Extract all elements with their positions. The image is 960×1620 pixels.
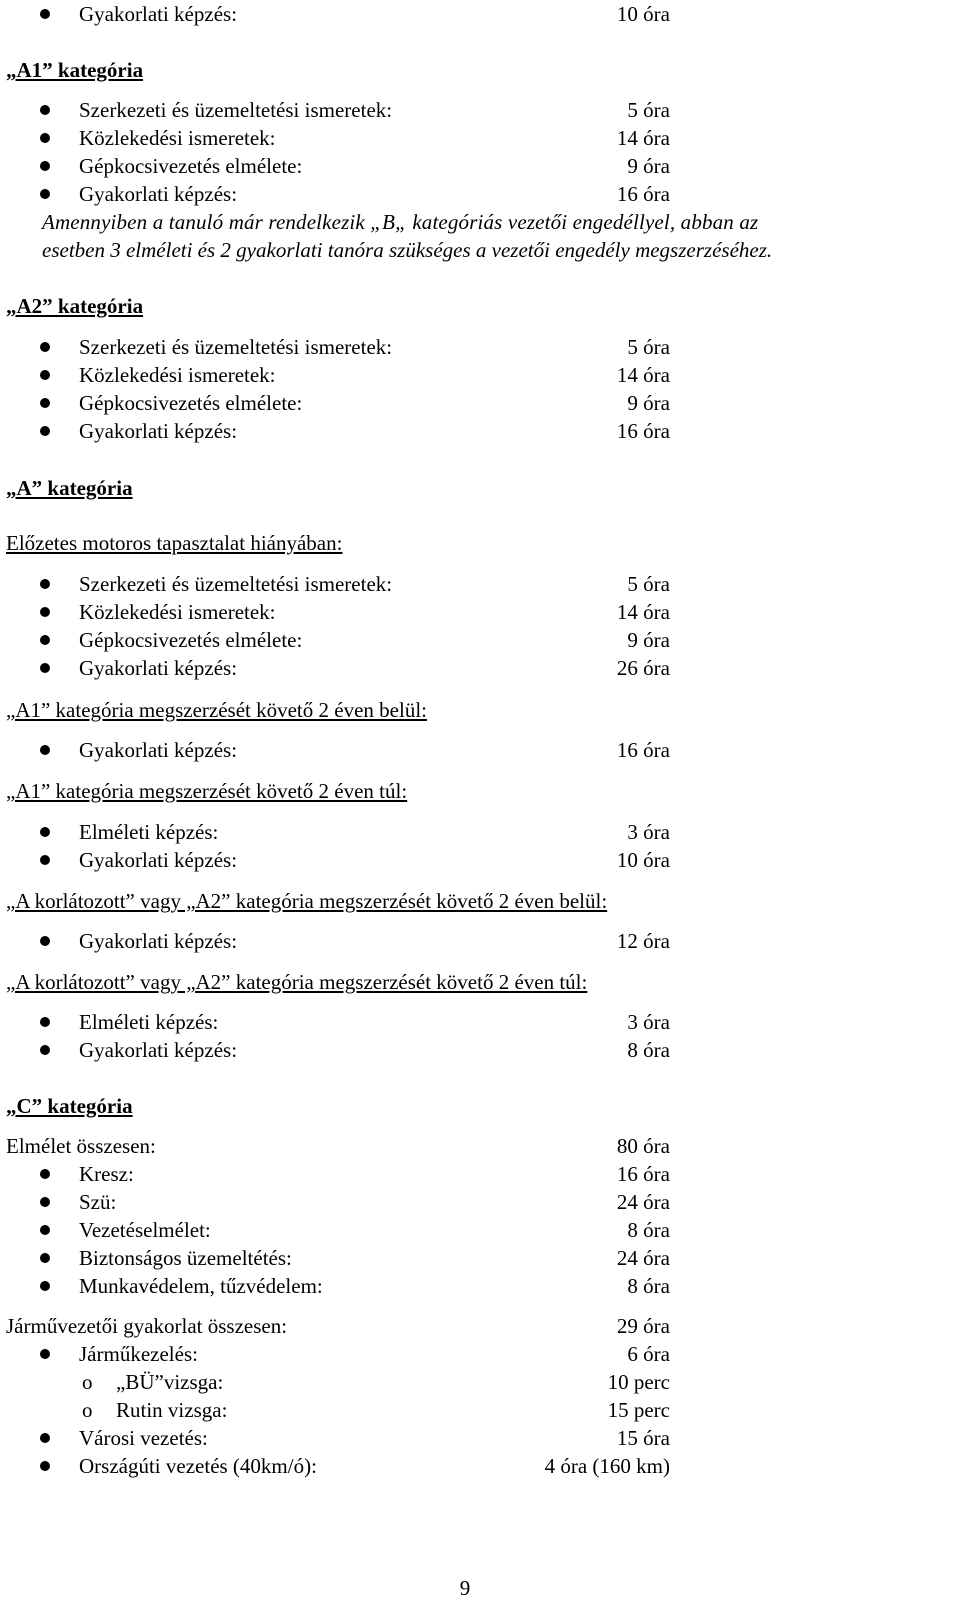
bullet-icon — [40, 855, 50, 865]
list-item — [0, 846, 960, 874]
item-value: 5 óra — [627, 572, 670, 596]
bullet-icon — [40, 342, 50, 352]
item-value: 14 óra — [616, 126, 670, 150]
item-label: Munkavédelem, tűzvédelem: — [79, 1274, 323, 1298]
item-value: 3 óra — [627, 1010, 670, 1034]
item-label: Rutin vizsga: — [116, 1398, 228, 1422]
item-label: Közlekedési ismeretek: — [79, 126, 276, 150]
bullet-icon — [40, 1349, 50, 1359]
item-value: 12 óra — [616, 929, 670, 953]
bullet-icon — [40, 1461, 50, 1471]
total-row — [0, 1312, 960, 1340]
item-value: 9 óra — [627, 391, 670, 415]
item-label: Elméleti képzés: — [79, 1010, 219, 1034]
list-item — [0, 1036, 960, 1064]
item-label: Városi vezetés: — [79, 1426, 208, 1450]
item-value: 16 óra — [616, 738, 670, 762]
item-value: 5 óra — [627, 98, 670, 122]
list-item — [0, 0, 960, 28]
item-label: Gyakorlati képzés: — [79, 182, 238, 206]
item-label: Gépkocsivezetés elmélete: — [79, 391, 303, 415]
bullet-icon — [40, 1169, 50, 1179]
list-item — [0, 1452, 960, 1480]
bullet-icon — [40, 1281, 50, 1291]
list-item — [0, 818, 960, 846]
item-label: Gyakorlati képzés: — [79, 2, 238, 26]
list-item — [0, 389, 960, 417]
item-value: 9 óra — [627, 154, 670, 178]
bullet-icon — [40, 370, 50, 380]
bullet-icon — [40, 745, 50, 755]
list-item — [0, 1160, 960, 1188]
item-value: 9 óra — [627, 628, 670, 652]
item-label: Gyakorlati képzés: — [79, 1038, 238, 1062]
item-label: Szerkezeti és üzemeltetési ismeretek: — [79, 572, 393, 596]
bullet-icon — [40, 579, 50, 589]
bullet-icon — [40, 1253, 50, 1263]
list-item — [0, 654, 960, 682]
item-value: 15 perc — [607, 1398, 670, 1422]
item-label: Biztonságos üzemeltétés: — [79, 1246, 292, 1270]
item-label: Közlekedési ismeretek: — [79, 363, 276, 387]
bullet-icon — [40, 936, 50, 946]
bullet-icon — [40, 607, 50, 617]
item-value: 14 óra — [616, 600, 670, 624]
list-item — [0, 1008, 960, 1036]
item-value: 14 óra — [616, 363, 670, 387]
note-text: Amennyiben a tanuló már rendelkezik „B„ kategóriás vezetői engedéllyel, abban az — [42, 210, 759, 234]
item-label: Gyakorlati képzés: — [79, 848, 238, 872]
list-item — [0, 417, 960, 445]
item-label: Járműkezelés: — [79, 1342, 198, 1366]
bullet-icon — [40, 189, 50, 199]
item-value: 5 óra — [627, 335, 670, 359]
bullet-icon — [40, 635, 50, 645]
bullet-icon — [40, 9, 50, 19]
list-item — [0, 1216, 960, 1244]
list-item — [0, 96, 960, 124]
item-value: 16 óra — [616, 182, 670, 206]
total-label: Járművezetői gyakorlat összesen: — [6, 1314, 288, 1338]
circle-bullet-icon: o — [82, 1370, 93, 1394]
bullet-icon — [40, 426, 50, 436]
item-value: 16 óra — [616, 1162, 670, 1186]
bullet-icon — [40, 663, 50, 673]
bullet-icon — [40, 398, 50, 408]
item-label: Elméleti képzés: — [79, 820, 219, 844]
item-value: 10 óra — [616, 2, 670, 26]
heading-text: „C” kategória — [6, 1094, 133, 1118]
subheading-text: „A1” kategória megszerzését követő 2 éven túl: — [6, 779, 408, 803]
total-value: 80 óra — [616, 1134, 670, 1158]
list-item — [0, 333, 960, 361]
heading-text: „A” kategória — [6, 476, 133, 500]
item-label: Gyakorlati képzés: — [79, 738, 238, 762]
list-item — [0, 1424, 960, 1452]
item-value: 24 óra — [616, 1246, 670, 1270]
subheading-text: Előzetes motoros tapasztalat hiányában: — [6, 531, 343, 555]
bullet-icon — [40, 1197, 50, 1207]
item-label: Gyakorlati képzés: — [79, 656, 238, 680]
item-value: 16 óra — [616, 419, 670, 443]
sub-list-item — [0, 1368, 960, 1396]
item-label: Kresz: — [79, 1162, 134, 1186]
item-value: 24 óra — [616, 1190, 670, 1214]
item-value: 8 óra — [627, 1038, 670, 1062]
item-value: 26 óra — [616, 656, 670, 680]
list-item — [0, 152, 960, 180]
circle-bullet-icon: o — [82, 1398, 93, 1422]
list-item — [0, 626, 960, 654]
list-item — [0, 1340, 960, 1368]
item-label: Gyakorlati képzés: — [79, 419, 238, 443]
item-value: 6 óra — [627, 1342, 670, 1366]
bullet-icon — [40, 1045, 50, 1055]
list-item — [0, 927, 960, 955]
total-label: Elmélet összesen: — [6, 1134, 156, 1158]
bullet-icon — [40, 105, 50, 115]
item-label: Közlekedési ismeretek: — [79, 600, 276, 624]
item-value: 4 óra (160 km) — [544, 1454, 670, 1478]
total-row — [0, 1132, 960, 1160]
item-value: 8 óra — [627, 1274, 670, 1298]
list-item — [0, 180, 960, 208]
item-label: „BÜ”vizsga: — [116, 1370, 224, 1394]
item-label: Országúti vezetés (40km/ó): — [79, 1454, 317, 1478]
page-number: 9 — [459, 1576, 471, 1600]
item-label: Szerkezeti és üzemeltetési ismeretek: — [79, 98, 393, 122]
list-item — [0, 1244, 960, 1272]
item-value: 15 óra — [616, 1426, 670, 1450]
item-label: Gépkocsivezetés elmélete: — [79, 154, 303, 178]
list-item — [0, 1272, 960, 1300]
sub-list-item — [0, 1396, 960, 1424]
subheading-text: „A korlátozott” vagy „A2” kategória megszerzését követő 2 éven belül: — [6, 889, 608, 913]
bullet-icon — [40, 161, 50, 171]
item-value: 8 óra — [627, 1218, 670, 1242]
list-item — [0, 124, 960, 152]
item-label: Szü: — [79, 1190, 117, 1214]
item-label: Gépkocsivezetés elmélete: — [79, 628, 303, 652]
heading-text: „A2” kategória — [6, 294, 144, 318]
item-label: Vezetéselmélet: — [79, 1218, 211, 1242]
item-value: 10 perc — [607, 1370, 670, 1394]
subheading-text: „A korlátozott” vagy „A2” kategória megszerzését követő 2 éven túl: — [6, 970, 588, 994]
list-item — [0, 598, 960, 626]
note-text: esetben 3 elméleti és 2 gyakorlati tanóra szükséges a vezetői engedély megszerzéséhez. — [42, 238, 773, 262]
bullet-icon — [40, 133, 50, 143]
list-item — [0, 361, 960, 389]
subheading-text: „A1” kategória megszerzését követő 2 éven belül: — [6, 698, 427, 722]
item-label: Gyakorlati képzés: — [79, 929, 238, 953]
list-item — [0, 736, 960, 764]
total-value: 29 óra — [616, 1314, 670, 1338]
item-label: Szerkezeti és üzemeltetési ismeretek: — [79, 335, 393, 359]
bullet-icon — [40, 1017, 50, 1027]
bullet-icon — [40, 827, 50, 837]
list-item — [0, 1188, 960, 1216]
item-value: 10 óra — [616, 848, 670, 872]
bullet-icon — [40, 1225, 50, 1235]
item-value: 3 óra — [627, 820, 670, 844]
heading-text: „A1” kategória — [6, 58, 144, 82]
list-item — [0, 570, 960, 598]
bullet-icon — [40, 1433, 50, 1443]
